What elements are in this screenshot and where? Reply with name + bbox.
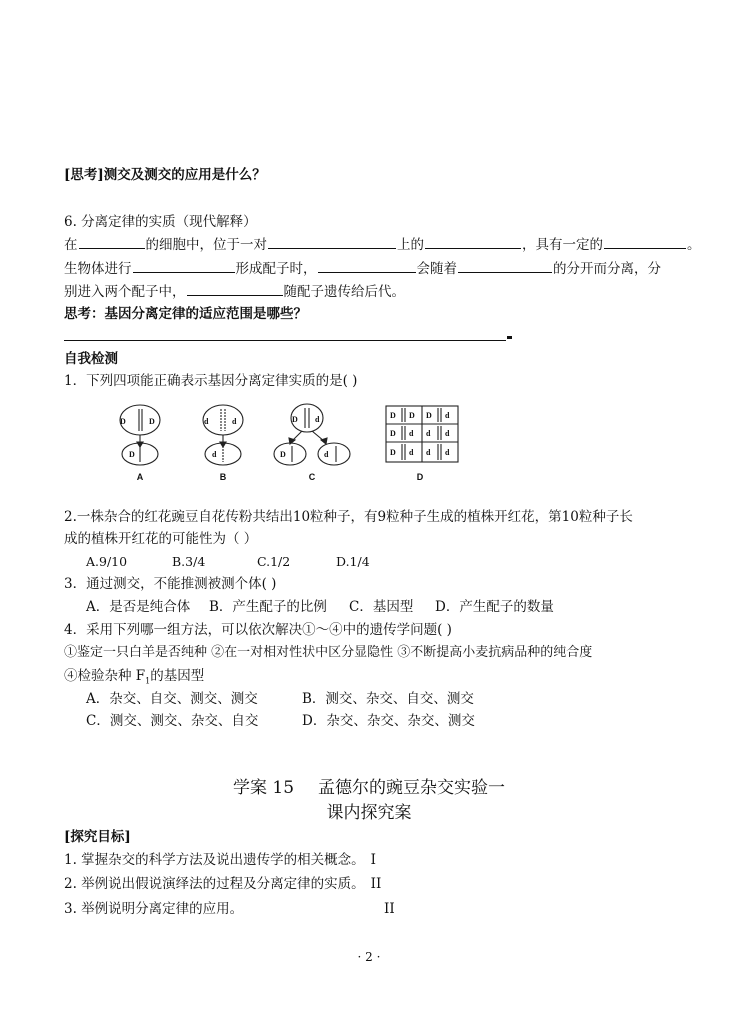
p2-option-c[interactable]: C.1/2 (257, 554, 291, 569)
fill-blank[interactable] (187, 281, 283, 296)
option-label-a: A (136, 472, 144, 482)
goal-level: I (370, 852, 377, 868)
p4-option-d[interactable]: D．杂交、杂交、杂交、测交 (302, 713, 475, 729)
allele-label: D (409, 411, 415, 420)
option-a-diagram (120, 405, 160, 465)
think-question-1: [思考]测交及测交的应用是什么？ (64, 167, 266, 183)
option-label-b: B (219, 472, 227, 482)
allele-label: D (390, 411, 396, 420)
goal-item: 1. 掌握杂交的科学方法及说出遗传学的相关概念。 I (64, 852, 377, 868)
p4-option-c[interactable]: C．测交、测交、杂交、自交 (86, 713, 259, 729)
p3-stem: 3．通过测交，不能推测被测个体( ) (64, 576, 277, 592)
p2-option-d[interactable]: D.1/4 (336, 554, 370, 569)
allele-label: D (149, 417, 155, 426)
option-label-d: D (416, 472, 424, 482)
fill-blank[interactable] (604, 234, 686, 249)
goal-level: II (384, 901, 395, 917)
goal-item: 2. 举例说出假说演绎法的过程及分离定律的实质。 II (64, 876, 382, 892)
fill-blank[interactable] (133, 258, 235, 273)
allele-label: d (212, 450, 217, 459)
lesson-number: 学案 15 (232, 778, 295, 798)
allele-label: d (315, 415, 320, 424)
p4-option-a[interactable]: A．杂交、自交、测交、测交 (86, 691, 258, 707)
p4-option-b[interactable]: B．测交、杂交、自交、测交 (302, 691, 474, 707)
allele-label: d (426, 448, 431, 457)
p3-option-a[interactable]: A．是否是纯合体 (86, 599, 191, 615)
allele-label: D (129, 450, 135, 459)
allele-label: d (409, 429, 414, 438)
option-label-c: C (308, 472, 316, 482)
allele-label: d (445, 429, 450, 438)
fill-blank[interactable] (268, 234, 396, 249)
fill-blank[interactable] (79, 234, 145, 249)
p3-option-d[interactable]: D．产生配子的数量 (435, 599, 554, 615)
q6-line-1: 在 的细胞中，位于一对 上的 ，具有一定的 。 (64, 234, 701, 255)
allele-label: d (445, 448, 450, 457)
lesson-name: 孟德尔的豌豆杂交实验一 (318, 778, 506, 798)
goal-level: II (370, 876, 382, 892)
allele-label: D (280, 450, 286, 459)
allele-label: D (292, 415, 298, 424)
p2-line-2: 成的植株开红花的可能性为（ ） (64, 531, 258, 547)
fill-blank[interactable] (318, 258, 416, 273)
p3-option-b[interactable]: B．产生配子的比例 (209, 599, 327, 615)
allele-label: d (204, 417, 209, 426)
q6-line-2: 生物体进行 形成配子时， 会随着 的分开而分离，分 (64, 258, 661, 279)
p2-option-a[interactable]: A.9/10 (86, 554, 128, 569)
p4-stem: 4．采用下列哪一组方法，可以依次解决①～④中的遗传学问题( ) (64, 622, 452, 638)
allele-label: d (445, 411, 450, 420)
fill-blank[interactable] (458, 258, 552, 273)
line-end-mark (507, 336, 512, 339)
allele-label: d (426, 429, 431, 438)
self-test-heading: 自我检测 (64, 351, 118, 367)
allele-label: D (426, 411, 432, 420)
allele-separation-figure (112, 400, 472, 486)
allele-label: D (390, 448, 396, 457)
allele-label: d (324, 450, 329, 459)
lesson-title (0, 776, 738, 800)
p2-line-1: 2.一株杂合的红花豌豆自花传粉共结出10粒种子，有9粒种子生成的植株开红花，第10粒种子长 (64, 509, 633, 525)
p1-stem: 1．下列四项能正确表示基因分离定律实质的是( ) (64, 373, 358, 389)
allele-label: D (120, 417, 126, 426)
p4-line-1: ①鉴定一只白羊是否纯种 ②在一对相对性状中区分显隐性 ③不断提高小麦抗病品种的纯合度 (64, 645, 593, 660)
p4-line-2: ④检验杂种 $F_1$的基因型 (64, 668, 205, 686)
fill-blank[interactable] (425, 234, 521, 249)
goals-heading: [探究目标] (64, 829, 131, 845)
goal-item: 3. 举例说明分离定律的应用。 II (64, 901, 395, 917)
answer-line[interactable] (64, 340, 506, 341)
page-number: · 2 · (357, 950, 381, 964)
q6-line-3: 别进入两个配子中， 随配子遗传给后代。 (64, 281, 405, 302)
p3-option-c[interactable]: C．基因型 (349, 599, 414, 615)
allele-label: d (232, 417, 237, 426)
option-b-diagram (203, 405, 243, 465)
lesson-subtitle: 课内探究案 (326, 803, 412, 823)
allele-label: D (390, 429, 396, 438)
think-question-2: 思考：基因分离定律的适应范围是哪些？ (64, 306, 307, 322)
allele-label: d (409, 448, 414, 457)
q6-heading: 6. 分离定律的实质（现代解释） (64, 214, 257, 230)
p2-option-b[interactable]: B.3/4 (172, 554, 206, 569)
